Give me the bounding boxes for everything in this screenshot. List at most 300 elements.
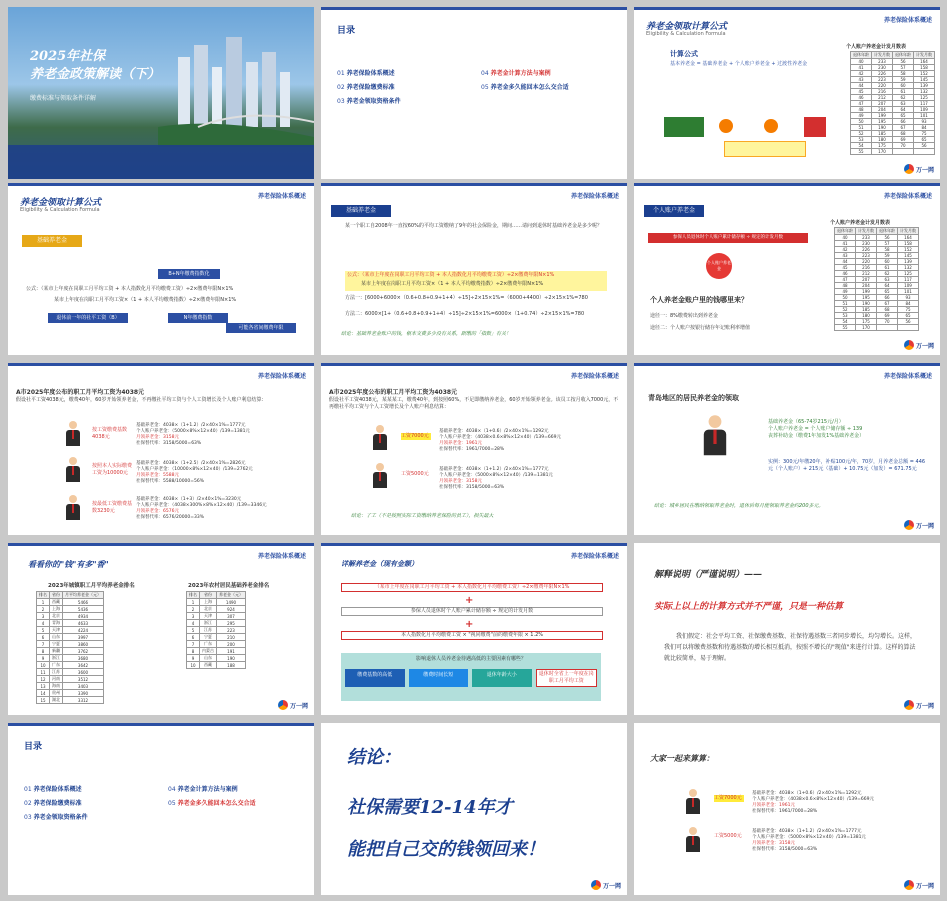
table-cell: 185	[872, 131, 893, 137]
toc-label: 养老金计算方法与案例	[177, 786, 238, 793]
case-label-2: 按照本人实际缴费工资为10000元	[92, 463, 133, 476]
table-header-cell: 计发月数	[856, 228, 877, 235]
table-cell: 216	[872, 89, 893, 95]
header-bar	[321, 183, 627, 186]
case-result-1	[136, 423, 250, 447]
table-row	[37, 613, 104, 620]
table-cell: 3997	[63, 634, 104, 641]
conclusion-line-1: 结论：	[347, 747, 401, 768]
cover-subtitle: 缴费标准与领取条件详解	[30, 95, 97, 102]
table-cell: 3390	[63, 690, 104, 697]
logo-icon	[904, 700, 914, 710]
table-cell: 175	[872, 143, 893, 149]
slide-cover[interactable]	[8, 7, 314, 179]
table-cell: 3680	[63, 655, 104, 662]
result-line: 社保替代率：6576/20000=33%	[136, 515, 205, 520]
table-cell: 117	[914, 101, 935, 107]
table-cell: 4	[37, 620, 50, 627]
case-result-3	[136, 497, 267, 521]
result-line: 基础养老金：4038×（1+0.6）/2×40×1%=1292元	[752, 791, 862, 796]
header-bar	[8, 183, 314, 186]
header-bar	[634, 7, 940, 10]
resident-calc: 实例：300元/年缴20年，补贴100元/年，70岁，月养老金总额 = 446元（个人账户）+ 215元（基础）+ 10.75元（加发）= 671.75元	[768, 459, 926, 472]
table-cell	[914, 149, 935, 155]
table-header-cell: 计发月数	[872, 52, 893, 59]
table-cell	[893, 149, 914, 155]
table-cell: 53	[835, 313, 856, 319]
calc-method-2: 方法二：6000×[1+（0.6+0.8+0.9+1+4）÷15]÷2×15×1%=6000×（1+0.74）÷2×15×1%=780	[345, 311, 585, 317]
logo-icon	[904, 164, 914, 174]
table-cell: 164	[914, 59, 935, 65]
detail-row-1: （某市上年度在岗职工月平均工资 + 本人指数化月平均缴费工资）÷2×缴费年限N×1%	[341, 583, 603, 592]
data-table	[850, 51, 935, 155]
slide-calculate-together[interactable]	[634, 723, 940, 895]
table-cell: 西藏	[200, 662, 217, 669]
table-row	[37, 697, 104, 704]
data-table	[186, 591, 246, 669]
slide-explanation[interactable]	[634, 543, 940, 715]
slide-case-three[interactable]	[8, 363, 314, 535]
conclusion-line-2: 社保需要12-14年才	[347, 797, 513, 818]
table-cell: 40	[835, 235, 856, 241]
table-cell: 44	[835, 259, 856, 265]
table-cell: 天津	[200, 613, 217, 620]
table-cell: 64	[877, 283, 898, 289]
calc-method-1: 方法一：[6000+6000×（0.6+0.8+0.9+1+4）÷15]÷2×15×1%=（6000+4400）÷2×15×1%=780	[345, 295, 588, 301]
header-bar	[8, 723, 314, 726]
toc-label: 养老保险缴费标准	[346, 84, 395, 91]
logo-text: 万一网	[915, 702, 934, 710]
table-cell: 1	[37, 599, 50, 606]
toc-item-4[interactable]	[168, 783, 278, 797]
case-label-1: 工资7000元	[401, 433, 431, 440]
table-cell: 60	[877, 259, 898, 265]
slide-case-two[interactable]	[321, 363, 627, 535]
table-cell: 46	[835, 271, 856, 277]
table-cell: 204	[872, 107, 893, 113]
logo	[904, 520, 934, 530]
table-cell: 52	[851, 131, 872, 137]
worker-figure	[704, 415, 726, 457]
table-cell: 3642	[63, 662, 104, 669]
table-cell: 58	[893, 71, 914, 77]
table-cell: 195	[872, 119, 893, 125]
table-header-cell: 排名	[187, 592, 200, 599]
table-cell: 190	[856, 301, 877, 307]
cover-bottom-band	[8, 145, 314, 179]
table-cell: 内蒙古	[200, 648, 217, 655]
slide-rankings[interactable]	[8, 543, 314, 715]
case-result-2	[136, 461, 253, 485]
slide-title: 大家一起来算算：	[650, 753, 714, 763]
slide-formula-overview[interactable]	[634, 7, 940, 179]
logo-text: 万一网	[289, 702, 308, 710]
table-cell: 158	[914, 65, 935, 71]
table-row	[37, 683, 104, 690]
data-table	[36, 591, 104, 704]
case-label-1: 工资7000元	[714, 795, 744, 802]
table-cell: 199	[856, 289, 877, 295]
table-cell: 307	[217, 613, 246, 620]
table-cell: 84	[914, 125, 935, 131]
table-cell: 190	[872, 125, 893, 131]
worker-figure	[686, 789, 700, 815]
table-cell: 6	[37, 634, 50, 641]
result-line: 社保替代率：3158/5000=63%	[439, 485, 505, 490]
table-cell: 湖北	[50, 697, 63, 704]
logo-text: 万一网	[915, 166, 934, 174]
toc-item-2[interactable]	[24, 797, 88, 811]
table-cell	[877, 325, 898, 331]
table-row	[37, 599, 104, 606]
result-line: 月领养老金：5588元	[136, 473, 179, 478]
table-cell: 132	[898, 265, 919, 271]
table-header-cell: 退休年龄	[851, 52, 872, 59]
toc-num: 04	[481, 70, 489, 77]
table-cell: 132	[914, 89, 935, 95]
toc-num: 01	[24, 786, 32, 793]
table-cell	[898, 325, 919, 331]
case-result-2	[439, 467, 553, 491]
table-row	[37, 648, 104, 655]
slide-personal-account[interactable]	[634, 183, 940, 355]
result-line: 月领养老金：6576元	[136, 509, 179, 514]
logo-text: 万一网	[915, 522, 934, 530]
table-cell: 8	[37, 648, 50, 655]
table-cell: 55	[835, 325, 856, 331]
table-cell: 广东	[200, 641, 217, 648]
table-header-cell: 退休年龄	[835, 228, 856, 235]
toc-left-list	[337, 67, 401, 109]
result-line: 个人账户养老金：（10000×8%×12×40）/139=2762元	[136, 467, 253, 472]
logo-icon	[591, 880, 601, 890]
toc-item-4[interactable]	[481, 67, 591, 81]
toc-label: 养老金计算方法与案例	[490, 70, 551, 77]
table-cell: 57	[877, 241, 898, 247]
formula-line-2: 某市上年度在岗职工月平均工资×（1 + 本人平均缴费指数）÷2×缴费年限N×1%	[54, 297, 237, 303]
table-cell: 93	[914, 119, 935, 125]
table-cell: 230	[856, 241, 877, 247]
table-cell: 68	[877, 307, 898, 313]
toc-right-list	[481, 67, 591, 95]
table-cell: 海南	[50, 683, 63, 690]
toc-label: 养老金领取资格条件	[346, 98, 401, 105]
slide-subtitle: Eligibility & Calculation Formula	[20, 207, 100, 213]
slide-title: 养老金领取计算公式	[646, 22, 728, 32]
table-cell: 49	[851, 113, 872, 119]
table-cell: 170	[872, 149, 893, 155]
months-table	[850, 51, 935, 155]
case-label-2: 工资5000元	[714, 833, 742, 839]
table-row	[37, 627, 104, 634]
table-cell: 65	[893, 113, 914, 119]
toc-item-3[interactable]	[24, 811, 88, 825]
box-n-index: N年缴费指数	[168, 313, 228, 323]
slide-toc-repeat[interactable]	[8, 723, 314, 895]
conclusion-note: 结论：了工（不是按照实际工资缴纳养老保险的员工），损失最大	[351, 513, 494, 519]
table-cell: 152	[914, 71, 935, 77]
toc-label: 养老金领取资格条件	[33, 814, 88, 821]
table-cell: 4	[187, 620, 200, 627]
table-cell: 210	[217, 634, 246, 641]
table-row	[187, 648, 246, 655]
table-cell: 924	[217, 606, 246, 613]
logo	[904, 164, 934, 174]
table-cell: 浙江	[50, 655, 63, 662]
table-cell: 117	[898, 277, 919, 283]
table-row	[37, 669, 104, 676]
table-row	[187, 613, 246, 620]
table-cell: 40	[851, 59, 872, 65]
toc-item-1[interactable]	[337, 67, 401, 81]
slide-tag: 基础养老金	[331, 205, 391, 217]
skyline-image	[158, 27, 314, 147]
factor-box: 缴费基数的高低	[345, 669, 405, 687]
slide-base-pension-formula[interactable]	[8, 183, 314, 355]
worker-figure	[373, 425, 387, 451]
table-row	[187, 606, 246, 613]
logo-icon	[904, 340, 914, 350]
table-row	[187, 627, 246, 634]
table-cell: 3512	[63, 676, 104, 683]
table-row	[187, 620, 246, 627]
worker-figure	[66, 457, 80, 483]
table-cell: 59	[893, 77, 914, 83]
formula-a: 公式：（某市上年度在岗职工月平均工资 + 本人指数化月平均缴费工资）÷2×缴费年限N×1%	[347, 272, 555, 278]
worker-figure	[66, 495, 80, 521]
slide-pension-detail[interactable]	[321, 543, 627, 715]
table-cell: 207	[872, 101, 893, 107]
result-line: 基础养老金：4038×（1+1.2）/2×40×1%=1777元	[439, 467, 549, 472]
table-cell: 4633	[63, 620, 104, 627]
table-cell: 10	[187, 662, 200, 669]
logo	[591, 880, 621, 890]
table-header-cell: 计发月数	[914, 52, 935, 59]
table-cell: 109	[898, 283, 919, 289]
worker-figure	[373, 463, 387, 489]
result-line: 个人账户养老金：（4038×0.6×8%×12×40）/139=669元	[439, 435, 561, 440]
table-cell: 9	[187, 655, 200, 662]
case-label-3: 按最低工资缴费基数3230元	[92, 501, 133, 514]
table-cell: 212	[872, 95, 893, 101]
table-cell: 67	[893, 125, 914, 131]
explanation-body: 我们假定：社会平均工资、社保缴费基数、社保待遇基数三者同步增长，均匀增长。这样，我们可以将缴费基数和待遇基数的增长相互抵消，按照不增长的"现值"来进行计算。这样的算法就比较简单，易于理解。	[664, 633, 917, 662]
table-cell: 山东	[50, 634, 63, 641]
table-cell: 15	[37, 697, 50, 704]
table-cell: 195	[856, 295, 877, 301]
city-skyline-icon	[158, 27, 314, 147]
table-cell: 65	[877, 289, 898, 295]
table-cell: 65	[914, 137, 935, 143]
header-bar	[321, 363, 627, 366]
table-cell: 67	[877, 301, 898, 307]
factor-box: 退休时全省上一年度在岗职工月平均工资	[536, 669, 598, 687]
toc-item-1[interactable]	[24, 783, 88, 797]
table-cell: 62	[877, 271, 898, 277]
table-cell: 61	[877, 265, 898, 271]
table-cell: 233	[856, 235, 877, 241]
result-line: 月领养老金：3158元	[752, 841, 795, 846]
table-cell: 93	[898, 295, 919, 301]
table-cell: 43	[835, 253, 856, 259]
slide-base-pension-example[interactable]	[321, 183, 627, 355]
question: 个人养老金账户里的钱哪里来？	[650, 296, 748, 304]
table-cell: 185	[856, 307, 877, 313]
section-tag: 养老保险体系概述	[883, 17, 932, 24]
case-heading: A市2025年度公布的职工月平均工资为4038元	[329, 389, 458, 396]
toc-item-5[interactable]	[168, 797, 278, 811]
section-tag: 养老保险体系概述	[257, 193, 306, 200]
table-cell: 68	[893, 131, 914, 137]
line-item: 个人账户养老金 = 个人账户储存额 ÷ 139	[768, 426, 863, 432]
table-cell: 59	[877, 253, 898, 259]
result-line: 基础养老金：4038×（1+1.2）/2×40×1%=1777元	[136, 423, 246, 428]
logo-text: 万一网	[915, 342, 934, 350]
result-line: 月领养老金：1961元	[752, 803, 795, 808]
case-subheading: 假设社平工资4038元，某某某工，缴费40年，到按照60%，不足即缴纳养老金，60岁开始领养老金。该员工按月收入7000元，不再缴社平均工资与个人工资增长及个人账户利息结算：	[329, 397, 619, 410]
slide-tag: 个人账户养老金	[644, 205, 704, 217]
table-header-cell: 排名	[37, 592, 50, 599]
header-bar	[8, 543, 314, 546]
table-cell: 226	[872, 71, 893, 77]
table-cell: 3860	[63, 641, 104, 648]
factor-box: 退休年龄大小	[472, 669, 532, 687]
table-cell: 青海	[50, 620, 63, 627]
table-cell: 216	[856, 265, 877, 271]
cover-title-line1: 2025年社保	[30, 49, 106, 64]
table-cell: 5436	[63, 606, 104, 613]
table-cell: 69	[893, 137, 914, 143]
table-cell: 54	[851, 143, 872, 149]
toc-label: 养老保险体系概述	[346, 70, 395, 77]
table-cell: 125	[914, 95, 935, 101]
table-cell: 47	[851, 101, 872, 107]
table-cell: 2	[37, 606, 50, 613]
box-b-n: B+N年缴费指数化	[158, 269, 220, 279]
factor-box: 缴费时间长短	[409, 669, 469, 687]
table-cell: 43	[851, 77, 872, 83]
toc-item-5[interactable]	[481, 81, 591, 95]
table-header-cell: 计发月数	[898, 228, 919, 235]
line-item: 基础养老金（65-74岁215元/月）	[768, 419, 844, 425]
table-cell: 49	[835, 289, 856, 295]
table-cell: 220	[872, 83, 893, 89]
logo	[904, 340, 934, 350]
table-cell: 53	[851, 137, 872, 143]
table-cell: 63	[877, 277, 898, 283]
slide-resident-pension[interactable]	[634, 363, 940, 535]
table-cell: 3	[187, 613, 200, 620]
case-label-1: 按工资缴费基数4038元	[92, 427, 128, 440]
table-title: 个人账户养老金计发月数表	[830, 220, 891, 226]
table-cell: 山东	[200, 655, 217, 662]
table-cell: 41	[851, 65, 872, 71]
section-tag: 养老保险体系概述	[883, 193, 932, 200]
table-cell: 北京	[50, 613, 63, 620]
way-2: 途径二：个人账户按银行储存年记账利率增值	[650, 325, 751, 331]
arrow-banner: 参保人员退休时个人账户累计储存额 ÷ 规定的计发月数	[648, 233, 808, 243]
section-tag: 养老保险体系概述	[570, 193, 619, 200]
logo	[278, 700, 308, 710]
months-table	[834, 227, 919, 331]
table-cell: 191	[217, 648, 246, 655]
table-title-2: 2023年农村居民基础养老金排名	[188, 583, 270, 589]
line-item: 丧葬补助金（缴费1年加发1%基础养老金）	[768, 433, 865, 439]
table-cell: 50	[835, 295, 856, 301]
table-header-cell: 省份	[50, 592, 63, 599]
table-cell: 河南	[50, 676, 63, 683]
table-cell: 158	[898, 241, 919, 247]
result-line: 社保替代率：1961/7000=28%	[752, 809, 818, 814]
formula-text: 基本养老金 = 基础养老金 + 个人账户养老金 + 过渡性养老金	[670, 61, 808, 67]
table-cell: 223	[872, 77, 893, 83]
toc-num: 03	[337, 98, 345, 105]
example-paragraph: 某一个职工自2008年一直按60%的平均工资缴纳了9年的社会保险金，期间……请问到退休时基础养老金是多少呢？	[345, 223, 603, 229]
table-cell: 3403	[63, 683, 104, 690]
cover-title-line2: 养老金政策解读（下）	[30, 67, 161, 82]
table-cell: 152	[898, 247, 919, 253]
table-cell: 5466	[63, 599, 104, 606]
table-row	[851, 149, 935, 155]
table-cell: 223	[217, 627, 246, 634]
table-title: 个人账户养老金计发月数表	[846, 44, 907, 50]
result-line: 个人账户养老金：（5000×8%×12×40）/139=1381元	[752, 835, 866, 840]
table-cell: 62	[893, 95, 914, 101]
toc-num: 04	[168, 786, 176, 793]
table-row	[37, 662, 104, 669]
toc-item-3[interactable]	[337, 95, 401, 109]
table-cell: 65	[898, 313, 919, 319]
table-cell: 56	[893, 59, 914, 65]
table-cell: 51	[835, 301, 856, 307]
plus-icon: +	[465, 595, 474, 606]
slide-toc[interactable]	[321, 7, 627, 179]
table-cell: 9	[37, 655, 50, 662]
table-cell: 223	[856, 253, 877, 259]
result-line: 个人账户养老金：（4038×0.6×8%×12×40）/139=669元	[752, 797, 874, 802]
table-cell: 4224	[63, 627, 104, 634]
table-cell: 145	[898, 253, 919, 259]
case-subheading: 假设社平工资4038元，缴费40年，60岁开始领养老金，不再缴社平均工资与个人工资增长及个人账户利息结算：	[16, 397, 267, 403]
slide-conclusion[interactable]	[321, 723, 627, 895]
account-circle: 个人账户养老金	[706, 253, 732, 279]
table-cell: 5	[187, 627, 200, 634]
header-bar	[634, 363, 940, 366]
table-cell: 145	[914, 77, 935, 83]
toc-item-2[interactable]	[337, 81, 401, 95]
table-cell: 64	[893, 107, 914, 113]
logo-icon	[904, 520, 914, 530]
rural-ranking-table	[186, 591, 246, 669]
table-cell: 3312	[63, 697, 104, 704]
table-cell: 109	[914, 107, 935, 113]
table-row	[187, 634, 246, 641]
table-cell: 170	[856, 325, 877, 331]
plus-icon: +	[465, 619, 474, 630]
table-cell: 42	[835, 247, 856, 253]
table-cell: 6	[187, 634, 200, 641]
table-row	[37, 676, 104, 683]
header-bar	[634, 183, 940, 186]
toc-num: 02	[24, 800, 32, 807]
table-cell: 1	[187, 599, 200, 606]
way-1: 途径一：8%缴费转出到养老金	[650, 313, 718, 319]
toc-left-list	[24, 783, 88, 825]
result-line: 月领养老金：3158元	[136, 435, 179, 440]
slide-subtitle: Eligibility & Calculation Formula	[646, 31, 726, 37]
table-cell: 1490	[217, 599, 246, 606]
table-cell: 69	[877, 313, 898, 319]
